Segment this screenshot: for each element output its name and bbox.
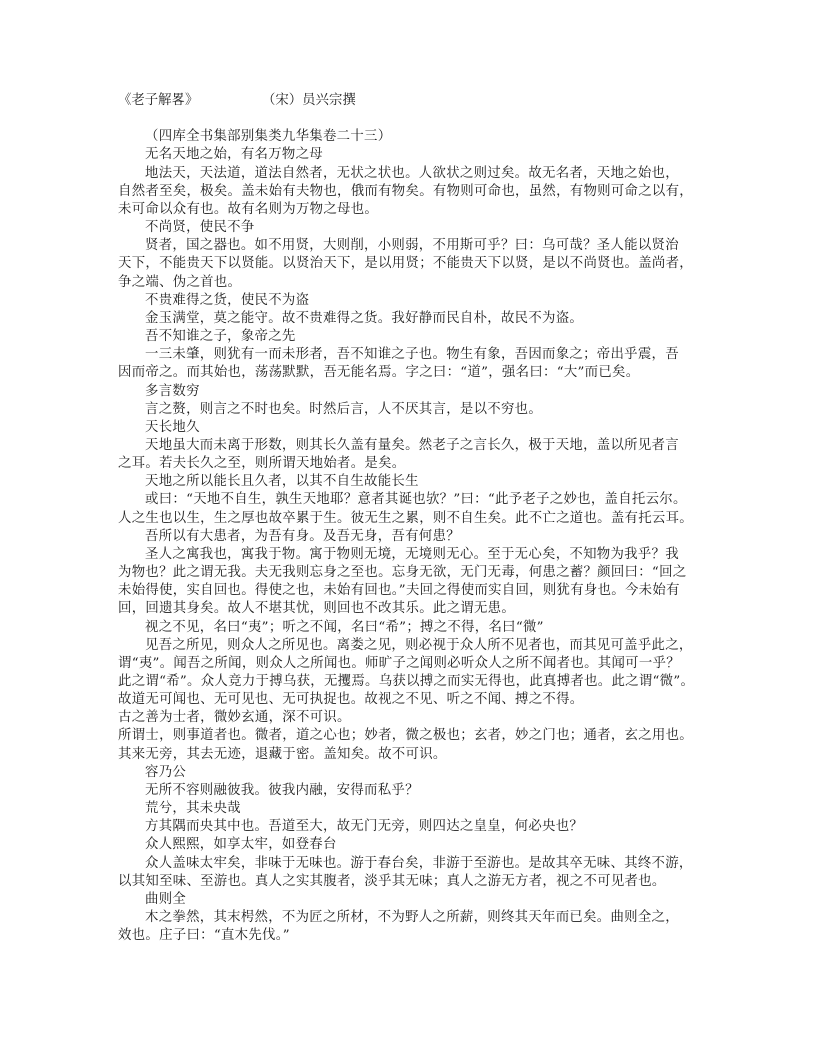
text-line: 谓“夷”。闻吾之所闻，则众人之所闻也。师旷子之闻则必听众人之所不闻者也。其闻可一乎？ [118, 655, 680, 671]
text-line: 圣人之寓我也，寓我于物。寓于物则无境，无境则无心。至于无心矣，不知物为我乎？我 [145, 546, 679, 562]
text-line: 吾不知谁之子，象帝之先 [145, 329, 296, 345]
text-line: 地法天，天法道，道法自然者，无状之状也。人欲状之则过矣。故无名者，天地之始也， [145, 165, 679, 181]
text-line: 天地虽大而未离于形数，则其长久盖有量矣。然老子之言长久，极于天地，盖以所见者言 [145, 437, 679, 453]
blank-line [118, 110, 718, 128]
text-line: 众人盖味太牢矣，非味于无味也。游于春台矣，非游于至游也。是故其卒无味、其终不游， [145, 855, 693, 871]
text-line: 容乃公 [145, 764, 187, 780]
text-line: 之耳。若夫长久之至，则所谓天地始者。是矣。 [118, 456, 406, 472]
source-note: （四库全书集部别集类九华集卷二十三） [145, 129, 392, 145]
title-row [118, 92, 718, 110]
text-line: 人之生也以生，生之厚也故卒累于生。彼无生之累，则不自生矣。此不亡之道也。盖有托云耳。 [118, 510, 694, 526]
text-line: 曲则全 [145, 891, 187, 907]
document-page [118, 92, 718, 945]
text-line: 故道无可闻也、无可见也、无可执捉也。故视之不见、听之不闻、搏之不得。 [118, 692, 584, 708]
document-body [118, 146, 718, 945]
text-line: 贤者，国之器也。如不用贤，大则削，小则弱，不用斯可乎？曰：乌可哉？圣人能以贤治 [145, 238, 679, 254]
text-line: 无名天地之始，有名万物之母 [145, 147, 323, 163]
text-line: 回，回遗其身矣。故人不堪其忧，则回也不改其乐。此之谓无患。 [118, 601, 516, 617]
text-line: 或曰：“天地不自生，孰生天地耶？意者其诞也欤？”曰：“此予老子之妙也，盖自托云尔。 [145, 492, 687, 508]
text-line: 视之不见，名曰“夷”；听之不闻，名曰“希”；搏之不得，名曰“微” [145, 619, 544, 635]
text-line: 一三未肇，则犹有一而未形者，吾不知谁之子也。物生有象，吾因而象之；帝出乎震，吾 [145, 347, 679, 363]
author-line: （宋）员兴宗撰 [262, 93, 356, 108]
text-line: 未可命以众有也。故有名则为万物之母也。 [118, 201, 379, 217]
text-line: 所谓士，则事道者也。微者，道之心也；妙者，微之极也；玄者，妙之门也；通者，玄之用也。 [118, 728, 694, 744]
text-line: 未始得使，实自回也。得使之也，未始有回也。”夫回之得使而实自回，则犹有身也。今未始有 [118, 583, 680, 599]
text-line: 不贵难得之货，使民不为盗 [145, 292, 310, 308]
text-line: 自然者至矣，极矣。盖未始有夫物也，俄而有物矣。有物则可命也，虽然，有物则可命之以有， [118, 183, 694, 199]
text-line: 方其隅而央其中也。吾道至大，故无门无旁，则四达之皇皇，何必央也？ [145, 819, 584, 835]
text-line: 言之赘，则言之不时也矣。时然后言，人不厌其言，是以不穷也。 [145, 401, 543, 417]
text-line: 其来无旁，其去无迹，退藏于密。盖知矣。故不可识。 [118, 746, 447, 762]
text-line: 此之谓“希”。众人竞力于搏乌获，无攫焉。乌获以搏之而实无得也，此真搏者也。此之谓“微”。 [118, 674, 695, 689]
text-line: 木之拳然，其末枵然，不为匠之所材，不为野人之所薪，则终其天年而已矣。曲则全之， [145, 910, 679, 926]
text-line: 吾所以有大患者，为吾有身。及吾无身，吾有何患？ [145, 528, 460, 544]
text-line: 见吾之所见，则众人之所见也。离娄之见，则必视于众人所不见者也，而其见可盖乎此之， [145, 637, 693, 653]
text-line: 无所不容则融彼我。彼我内融，安得而私乎？ [145, 782, 419, 798]
text-line: 多言数穷 [145, 383, 200, 399]
text-line: 因而帝之。而其始也，荡荡默默，吾无能名焉。字之曰：“道”，强名曰：“大”而已矣。 [118, 365, 640, 381]
text-line: 金玉满堂，莫之能守。故不贵难得之货。我好静而民自朴，故民不为盗。 [145, 310, 584, 326]
text-line: 天下，不能贵天下以贤能。以贤治天下，是以用贤；不能贵天下以贤，是以不尚贤也。盖尚者， [118, 256, 694, 272]
text-line: 不尚贤，使民不争 [145, 220, 255, 236]
text-line: 以其知至味、至游也。真人之实其腹者，淡乎其无味；真人之游无方者，视之不可见者也。 [118, 873, 666, 889]
text-line: 天长地久 [145, 419, 200, 435]
text-line: 效也。庄子曰：“直木先伐。” [118, 928, 290, 944]
text-line: 众人熙熙，如享太牢，如登春台 [145, 837, 337, 853]
text-line: 为物也？此之谓无我。夫无我则忘身之至也。忘身无欲，无门无毒，何患之蓄？颜回曰：“回之 [118, 565, 687, 581]
text-line: 争之端、伪之首也。 [118, 274, 242, 290]
text-line: 天地之所以能长且久者，以其不自生故能长生 [145, 474, 419, 490]
text-line: 荒兮，其未央哉 [145, 801, 241, 817]
text-line: 古之善为士者，微妙玄通，深不可识。 [118, 710, 351, 726]
book-title: 《老子解畧》 [118, 93, 199, 108]
